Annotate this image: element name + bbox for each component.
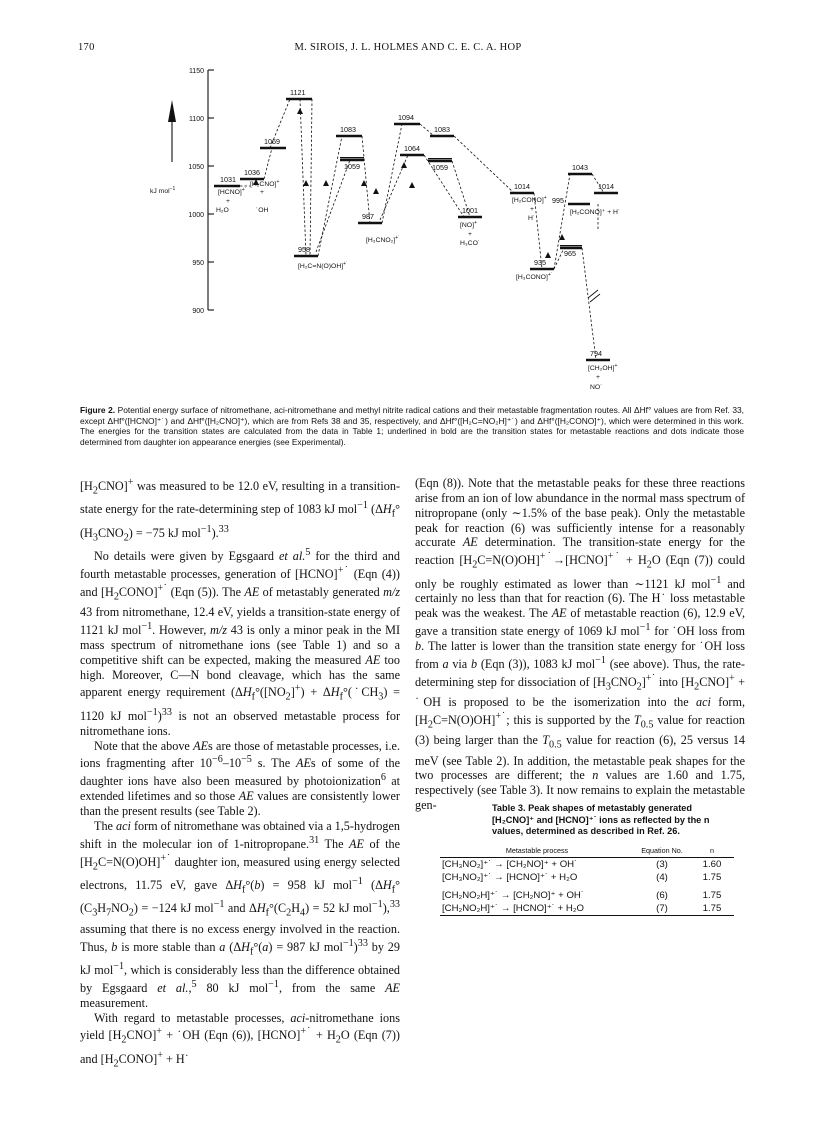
species-label: [H₃CNO₂]+˙ bbox=[366, 235, 400, 244]
species-label: NO˙ bbox=[590, 384, 603, 391]
peak-shape-table bbox=[440, 846, 734, 916]
species-label: H˙ bbox=[528, 215, 536, 222]
table-label: Table 3. bbox=[492, 803, 526, 813]
table-row bbox=[440, 857, 734, 871]
table-3 bbox=[440, 803, 734, 916]
running-title: M. SIROIS, J. L. HOLMES AND C. E. C. A. HOP bbox=[294, 42, 522, 53]
process-cell: [CH₂NO₂H]⁺˙ → [HCNO]⁺˙ + H₂O bbox=[442, 902, 585, 914]
table-row bbox=[440, 902, 734, 916]
species-label: + bbox=[530, 206, 534, 213]
species-label: ˙OH bbox=[256, 207, 269, 214]
species-label: H₂O bbox=[216, 207, 229, 214]
caption-label: Figure 2. bbox=[80, 405, 116, 415]
n-cell: 1.75 bbox=[702, 871, 722, 883]
level-value: 1064 bbox=[404, 144, 420, 153]
level-value: 1069 bbox=[264, 137, 280, 146]
species-label: + bbox=[468, 231, 472, 238]
page-number: 170 bbox=[78, 42, 95, 53]
species-label: + bbox=[596, 374, 600, 381]
y-tick: 1050 bbox=[188, 164, 204, 171]
process-cell: [CH₃NO₂]⁺˙ → [CH₂NO]⁺ + OH˙ bbox=[442, 858, 578, 870]
species-label: H₃CO˙ bbox=[460, 240, 481, 247]
species-label: [HCNO]+˙ bbox=[218, 187, 247, 196]
level-value: 1083 bbox=[434, 125, 450, 134]
equation-cell: (7) bbox=[656, 902, 668, 914]
column-header: Metastable process bbox=[505, 845, 569, 855]
table-row bbox=[440, 871, 734, 884]
species-label: [NO]+ bbox=[460, 220, 477, 229]
process-cell: [CH₂NO₂H]⁺˙ → [CH₂NO]⁺ + OH˙ bbox=[442, 889, 585, 901]
table-title bbox=[440, 803, 734, 838]
body-column-left: $[H_2CNO]^+$ was measured to be 12.0 eV, resulting in a transition-state energy for the rate-determining step of 1083 kJ mol$^{-1}$ ($\Delta H_f^\circ(H_3CNO_2) = -75$ kJ mol$^{-1}$).$^{33}$ No details were given by Egsgaard et al.$^5$ for the third and fourth metastable processes, generation of [HCNO]+˙ (Eqn (4)) and $[H_2CONO]^{+˙}$ (Eqn (5)). The AE of metastably generated m/z 43 from nitromethane, 12.4 eV, yields a transition-state energy of 1121 kJ mol$^{-1}$. However, m/z 43 is only a minor peak in the MI mass spectrum of nitromethane ions (see Table 1) and so a competitive shift can be expected, making the measured AE too high. Moreover, C—N bond cleavage, which has the same apparent energy requirement ($\Delta H_f^\circ([NO_2]^+)$ + $\Delta H_f^\circ(˙CH_3) = 1120$ kJ mol$^{-1}$)$^{33}$ is not an observed metastable process for nitromethane ions. Note that the above AEs are those of metastable processes, i.e. ions fragmenting after $10^{-6}-10^{-5}$ s. The AEs of some of the daughter ions have also been measured by photoionization$^6$ at extended lifetimes and so those AE values are consistently lower than the present results (see Table 2). The aci form of nitromethane was obtained via a 1,5-hydrogen shift in the molecular ion of 1-nitropropane.$^{31}$ The AE of the $[H_2C=N(O)OH]^{+˙}$ daughter ion, measured using energy selected electrons, 11.75 eV, gave $\Delta H_f^\circ(b) = 958$ kJ mol$^{-1}$ ($\Delta H_f^\circ(C_3H_7NO_2) = -124$ kJ mol$^{-1}$ and $\Delta H_f^\circ(C_2H_4) = 52$ kJ mol$^{-1}$),$^{33}$ assuming that there is no excess energy involved in the reaction. Thus, b is more stable than a ($\Delta H_f^\circ(a) = 987$ kJ mol$^{-1}$)$^{33}$ by 29 kJ mol$^{-1}$, which is considerably less than the difference obtained by Egsgaard et al.,$^5$ 80 kJ mol$^{-1}$, from the same AE measurement. With regard to metastable processes, aci-nitromethane ions yield $[H_2CNO]^+$ + ˙OH (Eqn (6)), [HCNO]+˙ + $H_2O$ (Eqn (7)) and $[H_2CONO]^+$ + H˙ bbox=[80, 477, 401, 1070]
y-tick: 1100 bbox=[188, 116, 204, 123]
equation-cell: (3) bbox=[656, 858, 668, 870]
level-value: 1083 bbox=[340, 125, 356, 134]
table-row bbox=[440, 884, 734, 902]
energy-diagram bbox=[150, 62, 670, 402]
n-cell: 1.75 bbox=[702, 889, 722, 901]
y-tick: 1150 bbox=[188, 68, 204, 75]
level-value: 1001 bbox=[462, 206, 478, 215]
level-value: 1094 bbox=[398, 113, 414, 122]
species-label: [H₃CONO]+˙ bbox=[516, 272, 553, 281]
level-value: 987 bbox=[362, 212, 374, 221]
species-label: + bbox=[226, 198, 230, 205]
figure-caption bbox=[80, 405, 744, 447]
n-cell: 1.60 bbox=[702, 858, 722, 870]
level-value: 1059 bbox=[432, 163, 448, 172]
equation-cell: (4) bbox=[656, 871, 668, 883]
level-value: 1014 bbox=[598, 182, 614, 191]
y-axis-unit: kJ mol$^{-1}$ bbox=[150, 186, 176, 195]
level-value: 1043 bbox=[572, 163, 588, 172]
species-label: [H₂CONO]+ bbox=[512, 195, 547, 204]
species-label: + bbox=[260, 189, 264, 196]
level-value: 958 bbox=[298, 245, 310, 254]
process-cell: [CH₃NO₂]⁺˙ → [HCNO]⁺˙ + H₂O bbox=[442, 871, 578, 883]
level-value: 1014 bbox=[514, 182, 530, 191]
caption-text: Potential energy surface of nitromethane, aci-nitromethane and methyl nitrite radical cations and their metastable fragmentation routes. All ΔHf° values are from Ref. 33, except ΔHf°([HCNO]⁺˙) and ΔHf°([H₂CNO]⁺), which are from Refs 38 and 35, respectively, and ΔHf°([H₂C=NO₂H]⁺˙) and ΔHf°([H₂CONO]⁺), which were determined in this work. The energies for the transition states are calculated from the data in Table 1; underlined in bold are the transition states for metastable reactions and dots indicate those determined from daughter ion appearance energies (see Experimental). bbox=[80, 405, 745, 447]
y-tick: 900 bbox=[192, 308, 204, 315]
body-column-right: (Eqn (8)). Note that the metastable peaks for these three reactions arise from an ion of low abundance in the normal mass spectrum of nitropropane (only ∼1.5% of the base peak). Only the metastable peak for reaction (6) was sufficiently intense for a reasonably accurate AE determination. The transition-state energy for the reaction $[H_2C=N(O)OH]^{+˙}\to[HCNO]^{+˙} + H_2O$ (Eqn (7)) could only be roughly estimated as lower than ∼1121 kJ mol$^{-1}$ and certainly no less than that for reaction (6). The H˙ loss metastable peak was the weakest. The AE of metastable reaction (6), 12.9 eV, gave a transition state energy of 1069 kJ mol$^{-1}$ for ˙OH loss from b. The latter is lower than the transition state energy for ˙OH loss from a via b (Eqn (3)), 1083 kJ mol$^{-1}$ (see above). Thus, the rate-determining step for dissociation of $[H_3CNO_2]^{+˙}$ into $[H_2CNO]^+$ + ˙OH is proposed to be the isomerization into the aci form, $[H_2C=N(O)OH]^{+˙}$; this is supported by the $T_{0.5}$ value for reaction (3) being larger than the $T_{0.5}$ value for reaction (6), 25 versus 14 meV (see Table 2). In addition, the metastable peak shapes for the two processes are different; the n values are 1.60 and 1.75, respectively (see Table 3). It now remains to explain the metastable gen- bbox=[415, 476, 746, 813]
level-value: 1031 bbox=[220, 175, 236, 184]
level-value: 965 bbox=[564, 249, 576, 258]
level-value: 794 bbox=[590, 349, 602, 358]
y-tick: 950 bbox=[192, 260, 204, 267]
y-tick: 1000 bbox=[188, 212, 204, 219]
species-label: [H₂C=N(O)OH]+˙ bbox=[298, 261, 348, 270]
column-header: Equation No. bbox=[641, 845, 683, 855]
level-value: 1059 bbox=[344, 162, 360, 171]
column-header: n bbox=[710, 845, 714, 855]
species-label: [H₂CONO]⁺ + H˙ bbox=[570, 209, 621, 216]
level-value: 1036 bbox=[244, 168, 260, 177]
level-value: 935 bbox=[534, 258, 546, 267]
table-caption: Peak shapes of metastably generated [H₂CNO]⁺ and [HCNO]⁺˙ ions as reflected by the n values, determined as described in Ref. 26. bbox=[492, 803, 710, 836]
species-label: [H₂CNO]+ bbox=[250, 179, 280, 188]
level-value: 1121 bbox=[290, 88, 306, 97]
level-value: 995 bbox=[552, 196, 564, 205]
equation-cell: (6) bbox=[656, 889, 668, 901]
species-label: [CH₂OH]+ bbox=[588, 363, 618, 372]
n-cell: 1.75 bbox=[702, 902, 722, 914]
